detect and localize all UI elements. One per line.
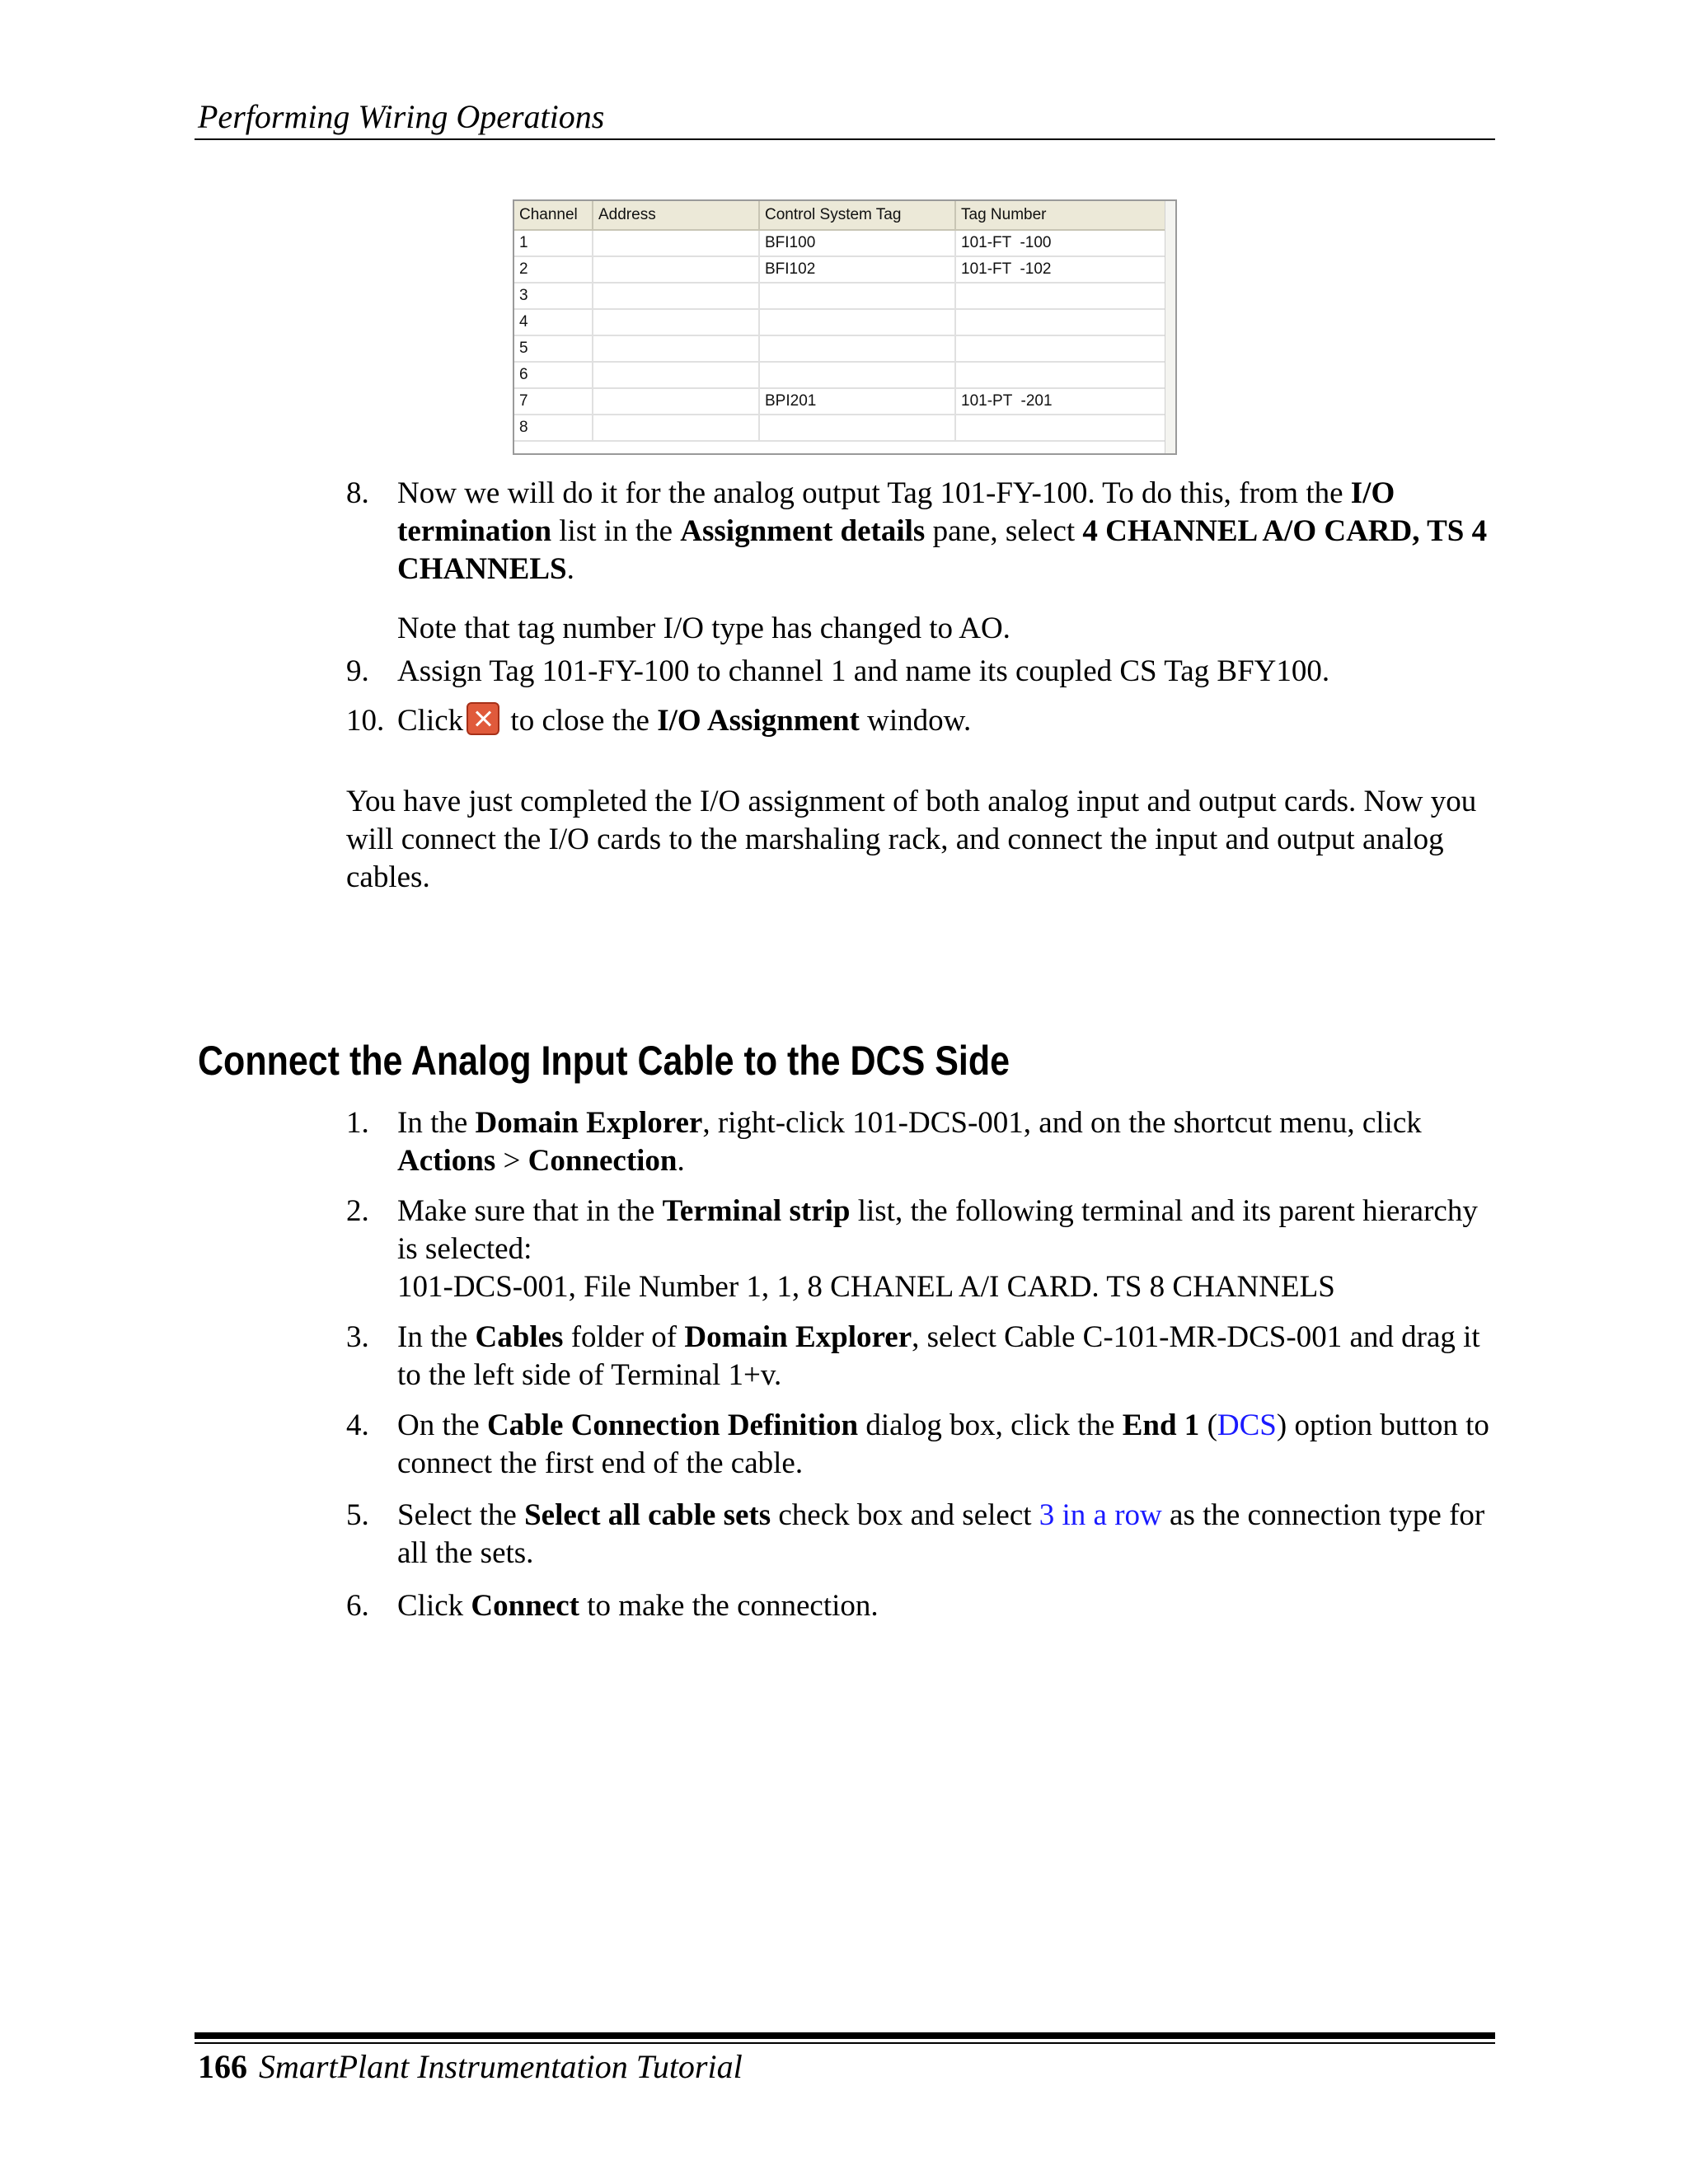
- grid-scroll-edge: [1165, 201, 1175, 453]
- grid-cell: [593, 256, 759, 283]
- grid-cell: [593, 230, 759, 256]
- table-row: [514, 362, 1174, 388]
- grid-cell: 101-PT -201: [955, 388, 1174, 415]
- step-text: [397, 702, 1502, 740]
- text-run: ) option button to connect the first end of the cable.: [397, 1408, 1489, 1480]
- column-header-channel: Channel: [514, 201, 593, 230]
- bold-term: Connect: [471, 1589, 579, 1623]
- text-run: to make the connection.: [579, 1589, 879, 1623]
- footer-rule-thin: [195, 2042, 1495, 2044]
- column-header-control-system-tag: Control System Tag: [759, 201, 955, 230]
- grid-cell: [593, 388, 759, 415]
- grid-cell: [955, 415, 1174, 441]
- grid-header-row: [514, 201, 1174, 230]
- summary-paragraph: You have just completed the I/O assignment of both analog input and output cards. Now you will connect the I/O cards to the marshaling rack, and connect the input and output analog cables.: [346, 785, 1477, 894]
- io-assignment-grid-screenshot: [513, 199, 1177, 455]
- grid-cell: 6: [514, 362, 593, 388]
- bold-term: Select all cable sets: [524, 1498, 771, 1532]
- grid-cell: 5: [514, 335, 593, 362]
- grid-cell: [955, 283, 1174, 309]
- text-run: as the connection type for all the sets.: [397, 1498, 1485, 1570]
- step-text: [397, 1104, 1502, 1180]
- io-grid-table: [514, 201, 1174, 442]
- grid-cell: 101-FT -100: [955, 230, 1174, 256]
- section-heading: Connect the Analog Input Cable to the DCS Side: [198, 1038, 1010, 1084]
- grid-cell: [593, 335, 759, 362]
- step-text: [397, 1193, 1502, 1306]
- bold-term: Connection: [528, 1144, 678, 1178]
- step-text: [397, 475, 1502, 648]
- book-title: SmartPlant Instrumentation Tutorial: [259, 2048, 743, 2085]
- text-run: list, the following terminal and its parent hierarchy is selected:: [397, 1194, 1478, 1266]
- step-text: [397, 1587, 1502, 1625]
- bold-term: Actions: [397, 1144, 496, 1178]
- step-number: 4.: [346, 1408, 369, 1442]
- grid-cell: [759, 309, 955, 335]
- grid-cell: [759, 362, 955, 388]
- grid-cell: [759, 283, 955, 309]
- grid-cell: [955, 362, 1174, 388]
- grid-cell: 101-FT -102: [955, 256, 1174, 283]
- grid-cell: 2: [514, 256, 593, 283]
- table-row: [514, 230, 1174, 256]
- text-run: Click: [397, 704, 464, 738]
- step-text: [397, 653, 1502, 691]
- table-row: [514, 309, 1174, 335]
- highlighted-term: DCS: [1217, 1408, 1277, 1442]
- header-rule: [195, 138, 1495, 140]
- step-number: 6.: [346, 1589, 369, 1623]
- step-number: 8.: [346, 476, 369, 510]
- grid-cell: 8: [514, 415, 593, 441]
- text-run: , right-click 101-DCS-001, and on the shortcut menu, click: [702, 1106, 1422, 1140]
- text-run: (: [1199, 1408, 1217, 1442]
- page-footer: [198, 2047, 743, 2086]
- text-run: >: [495, 1144, 528, 1178]
- bold-term: End 1: [1122, 1408, 1200, 1442]
- grid-cell: [955, 309, 1174, 335]
- table-row: [514, 256, 1174, 283]
- grid-cell: BFI102: [759, 256, 955, 283]
- text-run: list in the: [551, 514, 681, 548]
- grid-cell: BFI100: [759, 230, 955, 256]
- grid-cell: BPI201: [759, 388, 955, 415]
- grid-cell: [593, 362, 759, 388]
- column-header-address: Address: [593, 201, 759, 230]
- column-header-tag-number: Tag Number: [955, 201, 1174, 230]
- step-number: 9.: [346, 654, 369, 688]
- step-number: 10.: [346, 704, 385, 738]
- text-run: Make sure that in the: [397, 1194, 663, 1228]
- table-row: [514, 388, 1174, 415]
- text-run: dialog box, click the: [858, 1408, 1123, 1442]
- text-run: In the: [397, 1320, 476, 1354]
- text-run: Click: [397, 1589, 471, 1623]
- grid-cell: [593, 415, 759, 441]
- step-number: 1.: [346, 1106, 369, 1140]
- bold-term: I/O Assignment: [657, 704, 860, 738]
- step-text: [397, 1319, 1502, 1394]
- grid-cell: 3: [514, 283, 593, 309]
- text-run: folder of: [563, 1320, 685, 1354]
- grid-cell: 7: [514, 388, 593, 415]
- text-run: Select the: [397, 1498, 525, 1532]
- step-number: 3.: [346, 1320, 369, 1354]
- bold-term: Domain Explorer: [684, 1320, 912, 1354]
- highlighted-term: 3 in a row: [1039, 1498, 1162, 1532]
- close-icon: [467, 702, 499, 735]
- text-run: .: [566, 552, 574, 586]
- grid-cell: 4: [514, 309, 593, 335]
- text-run: .: [677, 1144, 685, 1178]
- bold-term: 4 CHANNEL A/O CARD, TS 4 CHANNELS: [397, 514, 1488, 586]
- bold-term: Cables: [475, 1320, 564, 1354]
- grid-cell: 1: [514, 230, 593, 256]
- step-note: Note that tag number I/O type has changed to AO.: [397, 612, 1010, 645]
- bold-term: Domain Explorer: [475, 1106, 703, 1140]
- text-run: Now we will do it for the analog output Tag 101-FY-100. To do this, from the: [397, 476, 1351, 510]
- grid-cell: [759, 415, 955, 441]
- text-run: window.: [859, 704, 972, 738]
- grid-cell: [593, 309, 759, 335]
- text-run: to close the: [503, 704, 658, 738]
- text-run: Assign Tag 101-FY-100 to channel 1 and name its coupled CS Tag BFY100.: [397, 654, 1330, 688]
- page-number: 166: [198, 2048, 247, 2085]
- step-text: [397, 1497, 1502, 1572]
- text-run: On the: [397, 1408, 487, 1442]
- page-header-title: Performing Wiring Operations: [198, 98, 605, 135]
- table-row: [514, 335, 1174, 362]
- step-number: 5.: [346, 1498, 369, 1532]
- table-row: [514, 283, 1174, 309]
- text-run: In the: [397, 1106, 476, 1140]
- footer-rule-thick: [195, 2032, 1495, 2039]
- bold-term: Terminal strip: [662, 1194, 851, 1228]
- bold-term: Assignment details: [680, 514, 926, 548]
- text-run: pane, select: [925, 514, 1083, 548]
- terminal-path: 101-DCS-001, File Number 1, 1, 8 CHANEL A/I CARD. TS 8 CHANNELS: [397, 1270, 1335, 1304]
- bold-term: Cable Connection Definition: [486, 1408, 859, 1442]
- table-row: [514, 415, 1174, 441]
- bold-term: I/O termination: [397, 476, 1395, 548]
- step-text: [397, 1407, 1502, 1483]
- grid-cell: [759, 335, 955, 362]
- text-run: , select Cable C-101-MR-DCS-001 and drag it to the left side of Terminal 1+v.: [397, 1320, 1480, 1392]
- text-run: check box and select: [771, 1498, 1039, 1532]
- grid-cell: [593, 283, 759, 309]
- grid-cell: [955, 335, 1174, 362]
- step-number: 2.: [346, 1194, 369, 1228]
